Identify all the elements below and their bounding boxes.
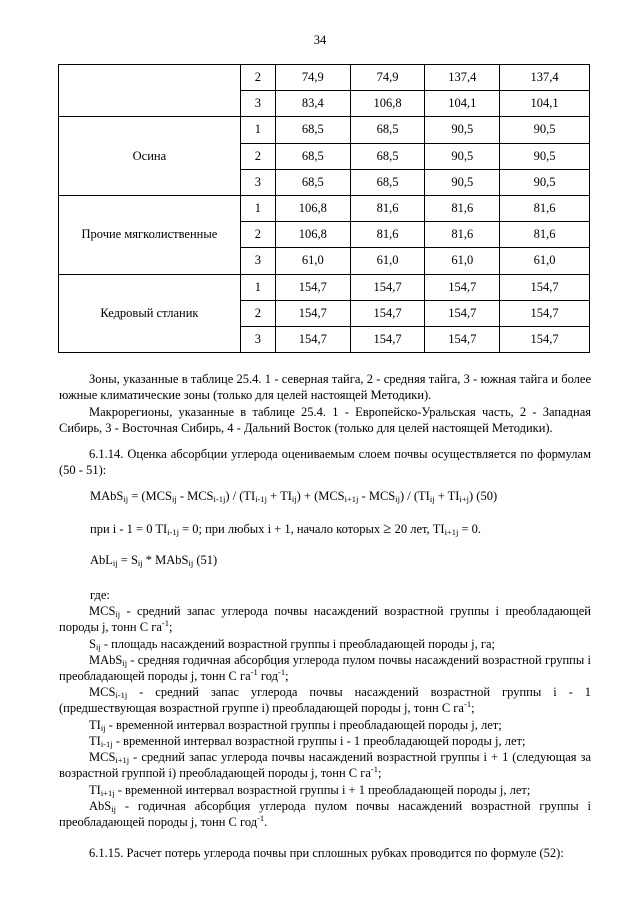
def-ti-ij: $TI_{ij}$ - временной интервал возрастной группы i преобладающей породы j, лет;: [89, 718, 502, 733]
zone-cell: 2: [240, 222, 275, 248]
species-cell: Прочие мягколиственные: [59, 195, 241, 274]
value-cell: 81,6: [350, 222, 425, 248]
value-cell: 68,5: [275, 169, 350, 195]
value-cell: 61,0: [425, 248, 500, 274]
value-cell: 154,7: [425, 326, 500, 352]
section-6-1-15: 6.1.15. Расчет потерь углерода почвы при сплошных рубках проводится по формуле (52):: [89, 846, 564, 860]
note-zones: Зоны, указанные в таблице 25.4. 1 - северная тайга, 2 - средняя тайга, 3 - южная тайга и более южные климатические зоны (только для целей настоящей Методики).: [59, 372, 591, 402]
formula-51: $AbL_{ij} = S_{ij}$ * MAbS$_{ij}$ (51): [90, 553, 218, 568]
zone-cell: 2: [240, 143, 275, 169]
formula-50: MAbS$_{ij}$ = $(MCS_{ij} - MCS_{i-1j}) / (TI_{i-1j} + TI_{ij}) + (MCS_{i+1j} - MCS_{ij}) / (TI_{ij} + TI_{i+j})$ (50): [90, 489, 498, 504]
value-cell: 104,1: [425, 91, 500, 117]
value-cell: 74,9: [350, 65, 425, 91]
def-ti-i+1j: $TI_{i+1j}$ - временной интервал возрастной группы i + 1 преобладающей породы j, лет;: [89, 783, 531, 798]
species-cell: [59, 65, 241, 117]
species-cell: Осина: [59, 117, 241, 196]
species-cell: Кедровый стланик: [59, 274, 241, 353]
value-cell: 154,7: [275, 326, 350, 352]
value-cell: 90,5: [500, 117, 590, 143]
section-6-1-14-intro: 6.1.14. Оценка абсорбции углерода оцениваемым слоем почвы осуществляется по формулам (50 - 51):: [59, 447, 591, 477]
zone-cell: 2: [240, 300, 275, 326]
value-cell: 74,9: [275, 65, 350, 91]
page-number: 34: [313, 33, 327, 47]
value-cell: 154,7: [425, 300, 500, 326]
zone-cell: 3: [240, 326, 275, 352]
value-cell: 90,5: [500, 143, 590, 169]
def-s-ij: $S_{ij}$ - площадь насаждений возрастной группы i преобладающей породы j, га;: [89, 637, 496, 652]
value-cell: 154,7: [500, 326, 590, 352]
value-cell: 154,7: [425, 274, 500, 300]
value-cell: 154,7: [350, 300, 425, 326]
zone-cell: 3: [240, 248, 275, 274]
value-cell: 81,6: [425, 195, 500, 221]
def-abs-ij: AbS$_{ij}$ - годичная абсорбция углерода пулом почвы насаждений возрастной группы i преобладающей породы j, тонн С год$^{-1}$.: [59, 799, 591, 829]
value-cell: 81,6: [425, 222, 500, 248]
value-cell: 137,4: [425, 65, 500, 91]
value-cell: 61,0: [500, 248, 590, 274]
def-ti-i-1j: $TI_{i-1j}$ - временной интервал возрастной группы i - 1 преобладающей породы j, лет;: [89, 734, 526, 749]
def-mcs-i+1j: $MCS_{i+1j}$ - средний запас углерода почвы насаждений возрастной группы i + 1 (следующая за возрастной группой i) преобладающей породы j, тонн С $га^{-1}$;: [59, 750, 591, 780]
value-cell: 104,1: [500, 91, 590, 117]
where-label: где:: [90, 588, 110, 602]
value-cell: 68,5: [350, 143, 425, 169]
value-cell: 90,5: [425, 169, 500, 195]
value-cell: 90,5: [425, 117, 500, 143]
table-row: [59, 274, 590, 300]
value-cell: 83,4: [275, 91, 350, 117]
table-row: [59, 65, 590, 91]
def-mcs-i-1j: $MCS_{i-1j}$ - средний запас углерода почвы насаждений возрастной группы i - 1 (предшествующая возрастной группе i) преобладающей породы j, тонн С $га^{-1}$;: [59, 685, 591, 715]
value-cell: 106,8: [350, 91, 425, 117]
def-mcs-ij: $MCS_{ij}$ - средний запас углерода почвы насаждений возрастной группы i преобладающей породы j, тонн С $га^{-1}$;: [59, 604, 591, 634]
carbon-stock-table: [58, 64, 590, 353]
value-cell: 106,8: [275, 222, 350, 248]
table-row: [59, 195, 590, 221]
zone-cell: 3: [240, 169, 275, 195]
zone-cell: 2: [240, 65, 275, 91]
value-cell: 154,7: [275, 274, 350, 300]
value-cell: 90,5: [500, 169, 590, 195]
value-cell: 68,5: [275, 143, 350, 169]
value-cell: 81,6: [500, 222, 590, 248]
value-cell: 68,5: [350, 117, 425, 143]
formula-condition: при i - 1 = 0 $TI_{i-1j} = 0$; при любых i + 1, начало которых ≥ 20 лет, $TI_{i+1j} = 0$.: [90, 521, 482, 537]
value-cell: 61,0: [275, 248, 350, 274]
value-cell: 61,0: [350, 248, 425, 274]
value-cell: 106,8: [275, 195, 350, 221]
value-cell: 90,5: [425, 143, 500, 169]
def-mabs-ij: MAbS$_{ij}$ - средняя годичная абсорбция углерода пулом почвы насаждений возрастной группы i преобладающей породы j, тонн С $га^{-1}$ год$^{-1}$;: [59, 653, 591, 683]
zone-cell: 1: [240, 274, 275, 300]
value-cell: 81,6: [350, 195, 425, 221]
table-row: [59, 117, 590, 143]
value-cell: 154,7: [500, 274, 590, 300]
value-cell: 154,7: [500, 300, 590, 326]
value-cell: 81,6: [500, 195, 590, 221]
value-cell: 154,7: [350, 326, 425, 352]
value-cell: 154,7: [350, 274, 425, 300]
zone-cell: 1: [240, 195, 275, 221]
value-cell: 68,5: [275, 117, 350, 143]
value-cell: 68,5: [350, 169, 425, 195]
zone-cell: 1: [240, 117, 275, 143]
value-cell: 154,7: [275, 300, 350, 326]
value-cell: 137,4: [500, 65, 590, 91]
zone-cell: 3: [240, 91, 275, 117]
note-macroregions: Макрорегионы, указанные в таблице 25.4. 1 - Европейско-Уральская часть, 2 - Западная Сибирь, 3 - Восточная Сибирь, 4 - Дальний Восток (только для целей настоящей Методики).: [59, 405, 591, 435]
